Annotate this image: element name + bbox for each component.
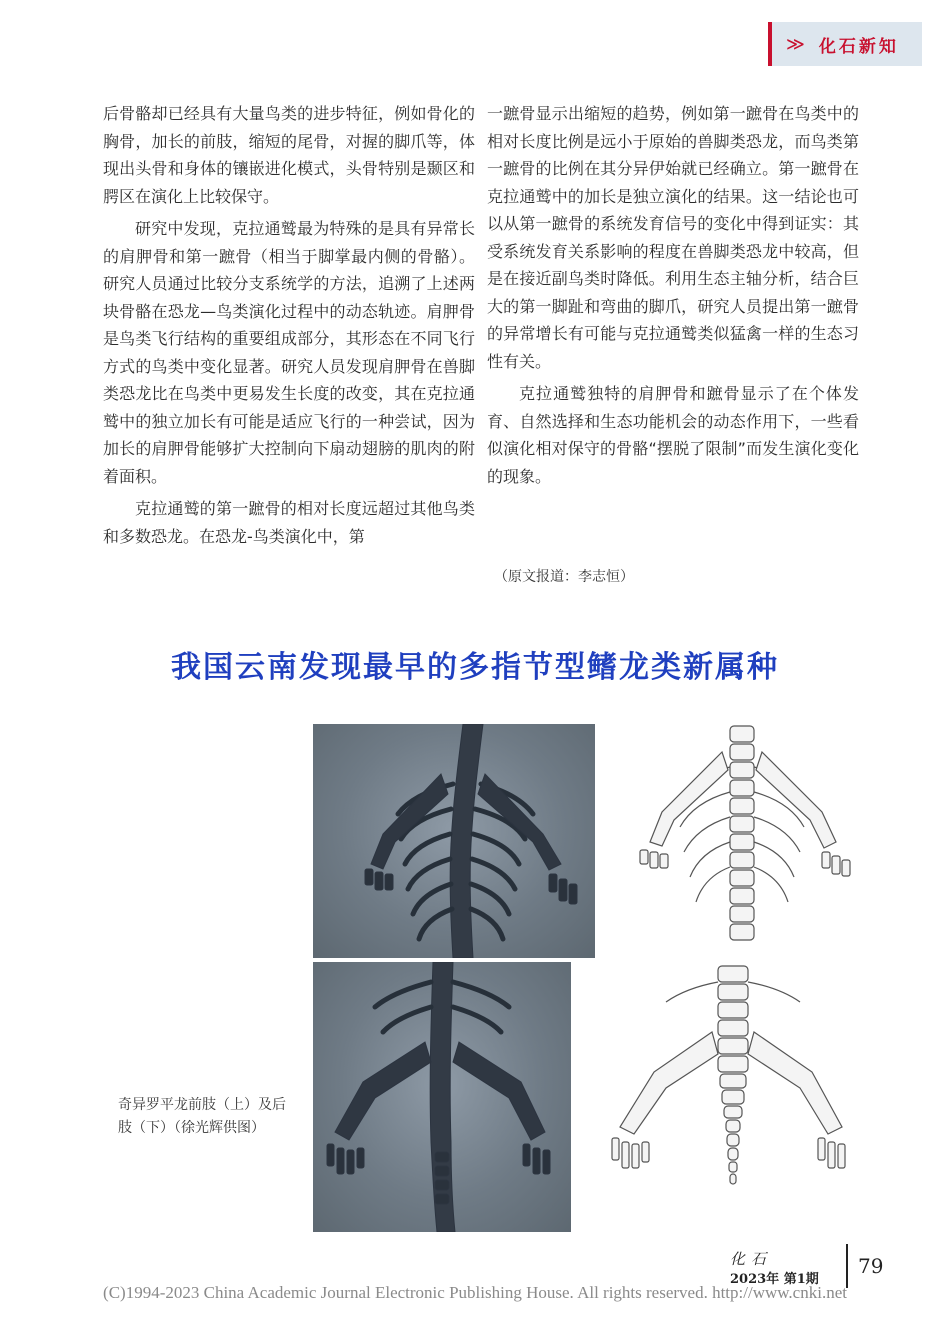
paragraph: 研究中发现，克拉通鹫最为特殊的是具有异常长的肩胛骨和第一蹠骨（相当于脚掌最内侧的骨骼）。研究人员通过比较分支系统学的方法，追溯了上述两块骨骼在恐龙—鸟类演化过程中的动态轨迹。肩胛骨是鸟类飞行结构的重要组成部分，其形态在不同飞行方式的鸟类中变化显著。研究人员发现肩胛骨在兽脚类恐龙比在鸟类中更易发生长度的改变，其在克拉通鹫中的独立加长有可能是适应飞行的一种尝试，因为加长的肩胛骨能够扩大控制向下扇动翅膀的肌肉的附着面积。 [103,219,475,486]
figure-caption: 奇异罗平龙前肢（上）及后肢（下）（徐光辉供图） [118,1097,286,1136]
footer-divider [846,1244,848,1288]
fossil-drawing-hindlimb [606,962,860,1234]
paragraph: 后骨骼却已经具有大量鸟类的进步特征，例如骨化的胸骨，加长的前肢，缩短的尾骨，对握的脚爪等，体现出头骨和身体的镶嵌进化模式，头骨特别是颞区和腭区在演化上比较保守。 [103,104,475,206]
paragraph: 一蹠骨显示出缩短的趋势，例如第一蹠骨在鸟类中的相对长度比例是远小于原始的兽脚类恐龙，而鸟类第一蹠骨的比例在其分异伊始就已经确立。第一蹠骨在克拉通鹫中的加长是独立演化的结果。这一结论也可以从第一蹠骨的系统发育信号的变化中得到证实：其受系统发育关系影响的程度在兽脚类恐龙中较高，但是在接近副鸟类时降低。利用生态主轴分析，结合巨大的第一脚趾和弯曲的脚爪，研究人员提出第一蹠骨的异常增长有可能与克拉通鹫类似猛禽一样的生态习性有关。 [487,104,859,371]
double-chevron-icon: ≫ [786,33,801,55]
copyright-notice: (C)1994-2023 China Academic Journal Electronic Publishing House. All rights reserved. http://www.cnki.net [103,1283,847,1302]
fossil-drawing-forelimb [622,722,862,958]
article-column-left [103,100,475,550]
fossil-photo-forelimb [313,724,595,958]
fossil-photo-hindlimb [313,962,571,1232]
article-column-right [487,100,859,490]
journal-name: 化石 [730,1250,773,1268]
paragraph: 克拉通鹫独特的肩胛骨和蹠骨显示了在个体发育、自然选择和生态功能机会的动态作用下，一些看似演化相对保守的骨骼“摆脱了限制”而发生演化变化的现象。 [487,384,859,486]
paragraph: 克拉通鹫的第一蹠骨的相对长度远超过其他鸟类和多数恐龙。在恐龙-鸟类演化中，第 [103,499,475,546]
section-label: 化石新知 [818,36,899,57]
section-tab [768,22,922,66]
issue-label: 2023年 第1期 [730,1272,819,1287]
page-number: 79 [858,1254,884,1278]
byline: （原文报道：李志恒） [494,569,634,585]
article-headline: 我国云南发现最早的多指节型鳍龙类新属种 [171,650,779,685]
